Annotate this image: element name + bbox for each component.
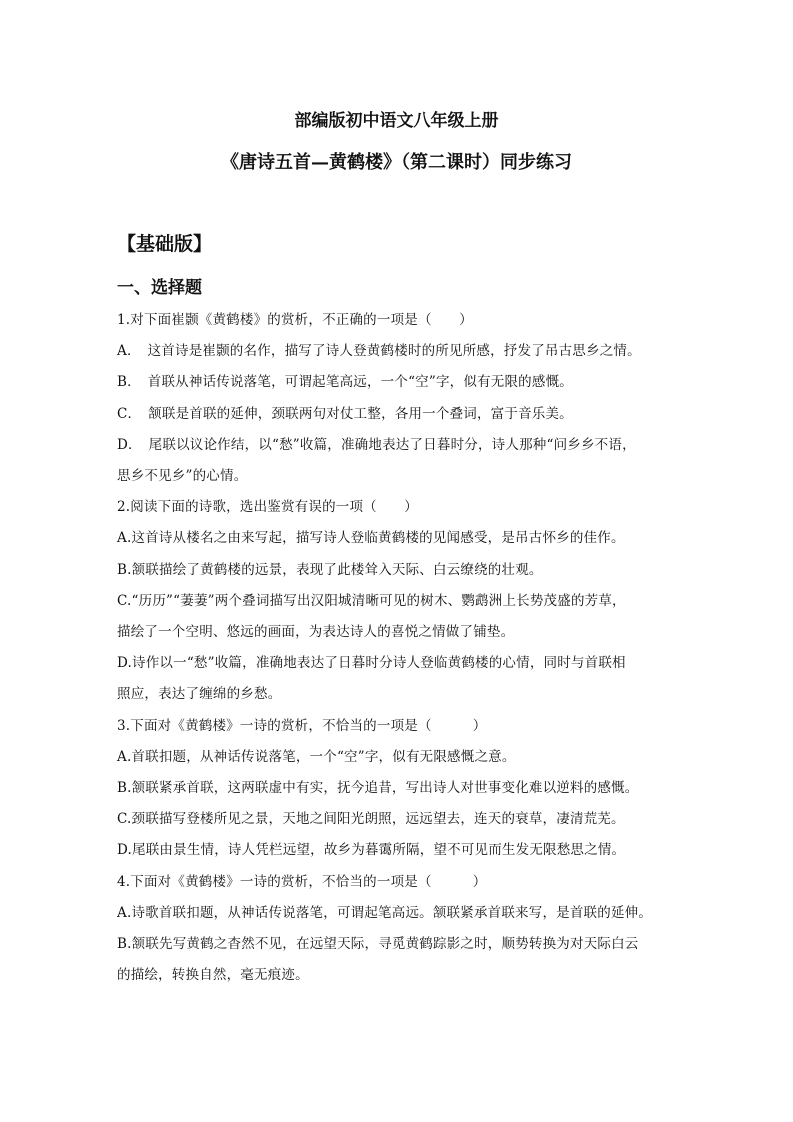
doc-subtitle: 《唐诗五首—黄鹤楼》（第二课时）同步练习: [221, 152, 572, 173]
text-line: A． 这首诗是崔颢的名作，描写了诗人登黄鹤楼时的所见所感，抒发了吊古思乡之情。: [117, 343, 641, 360]
text-line: A.首联扣题，从神话传说落笔，一个“空”字，似有无限感慨之意。: [117, 748, 516, 765]
text-line: A.诗歌首联扣题，从神话传说落笔，可谓起笔高远。颔联紧承首联来写，是首联的延伸。: [117, 904, 653, 921]
section-label: 【基础版】: [117, 233, 213, 255]
text-line: C.颈联描写登楼所见之景，天地之间阳光朗照，远远望去，连天的衰草，凄清荒芜。: [117, 811, 625, 828]
text-line: D.诗作以一“愁”收篇，准确地表达了日暮时分诗人登临黄鹤楼的心情，同时与首联相: [117, 655, 626, 672]
part-heading: 一、选择题: [117, 278, 202, 298]
text-line: D.尾联由景生情，诗人凭栏远望，故乡为暮霭所隔，望不可见而生发无限愁思之情。: [117, 842, 626, 859]
text-line: 思乡不见乡”的心情。: [117, 468, 248, 484]
text-line: A.这首诗从楼名之由来写起，描写诗人登临黄鹤楼的见闻感受，是吊古怀乡的佳作。: [117, 530, 625, 547]
text-line: 1.对下面崔颢《黄鹤楼》的赏析，不正确的一项是（ ）: [117, 312, 473, 328]
text-line: 描绘了一个空明、悠远的画面，为表达诗人的喜悦之情做了铺垫。: [117, 624, 515, 640]
text-line: B.颔联先写黄鹤之杳然不见，在远望天际，寻觅黄鹤踪影之时，顺势转换为对天际白云: [117, 936, 639, 952]
text-line: 2.阅读下面的诗歌，选出鉴赏有误的一项（ ）: [117, 499, 418, 516]
text-line: D． 尾联以议论作结，以“愁”收篇，准确地表达了日暮时分，诗人那种“问乡乡不语，: [117, 436, 636, 453]
text-line: 的描绘，转换自然，毫无痕迹。: [117, 967, 309, 984]
text-line: B.颔联描绘了黄鹤楼的远景，表现了此楼耸入天际、白云缭绕的壮观。: [117, 561, 543, 578]
text-line: 3.下面对《黄鹤楼》一诗的赏析，不恰当的一项是（ ）: [117, 717, 487, 734]
text-line: 4.下面对《黄鹤楼》一诗的赏析，不恰当的一项是（ ）: [117, 873, 487, 890]
text-line: C.“历历”“萋萋”两个叠词描写出汉阳城清晰可见的树木、鹦鹉洲上长势茂盛的芳草，: [117, 592, 626, 609]
doc-title: 部编版初中语文八年级上册: [294, 111, 499, 131]
text-line: C． 颔联是首联的延伸，颈联两句对仗工整，各用一个叠词，富于音乐美。: [117, 405, 573, 422]
text-line: B． 首联从神话传说落笔，可谓起笔高远，一个“空”字，似有无限的感慨。: [117, 374, 573, 391]
text-line: B.颔联紧承首联，这两联虚中有实，抚今追昔，写出诗人对世事变化难以逆料的感慨。: [117, 780, 639, 796]
text-line: 照应，表达了缠绵的乡愁。: [117, 686, 282, 703]
